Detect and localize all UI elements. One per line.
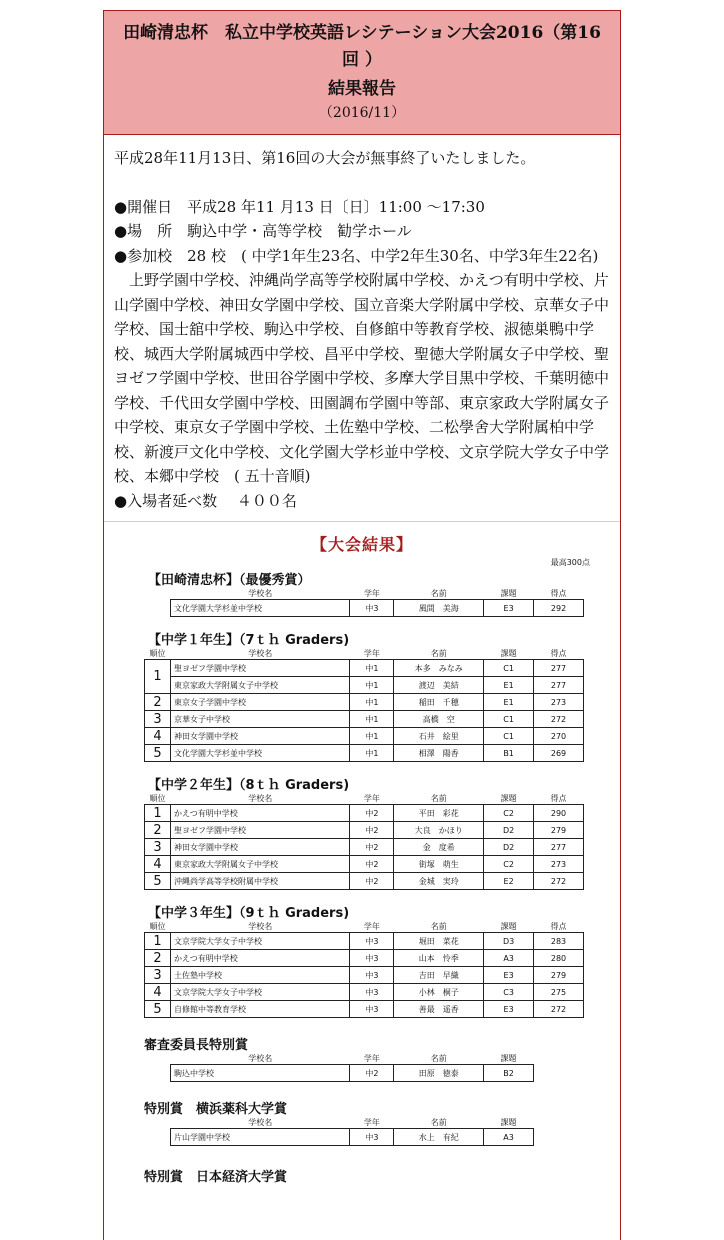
table-row (145, 856, 584, 873)
grade-cell: 中1 (350, 711, 394, 728)
school-list: 上野学園中学校、沖縄尚学高等学校附属中学校、かえつ有明中学校、片山学園中学校、神田女学園中学校、国立音楽大学附属中学校、京華女子中学校、国士舘中学校、駒込中学校、自修館中等教育学校、淑徳巣鴨中学校、城西大学附属城西中学校、昌平中学校、聖徳大学附属女子中学校、聖ヨゼフ学園中学校、世田谷学園中学校、多摩大学目黒中学校、千葉明徳中学校、千代田女学園中学校、田園調布学園中等部、東京家政大学附属女子中学校、東京女子学園中学校、土佐塾中学校、二松學舍大学附属柏中学校、新渡戸文化中学校、文化学園大学杉並中学校、文京学院大学女子中学校、本郷中学校 ( 五十音順) (114, 271, 610, 485)
school-cell: 文化学園大学杉並中学校 (170, 745, 350, 762)
grade-cell: 中2 (350, 856, 394, 873)
name-cell: 金 度希 (394, 839, 484, 856)
grade2-table: 順位 学校名 学年 名前 課題 得点 1 かえつ有明中学校 中2 平田 彩花 C2 290 2 聖ヨゼフ学園中学校 中2 大良 かほり D2 279 3 神田女学園中学校 中2 金 度希 D2 277 4 東京家政大学附属女子中学校 中2 街塚 萌生 C2 273 5 沖縄尚学高等学校附属中学校 中2 金城 実玲 E2 272 (144, 793, 584, 890)
results-title: 【大会結果】 (310, 535, 413, 554)
grade1-section (104, 629, 620, 762)
name-cell: 稲田 千穂 (394, 694, 484, 711)
task-cell: A3 (484, 1129, 534, 1146)
table-row (171, 1129, 534, 1146)
special-award-title: 特別賞 横浜薬科大学賞 (144, 1102, 288, 1117)
grade-cell: 中3 (350, 967, 394, 984)
score-cell: 273 (534, 856, 584, 873)
task-cell: D2 (484, 839, 534, 856)
grade-cell: 中2 (350, 873, 394, 890)
grade-cell: 中3 (350, 933, 394, 950)
table-row (145, 711, 584, 728)
event-date: ●開催日 平成28 年11 月13 日〔日〕11:00 〜17:30 (114, 197, 485, 216)
name-cell: 平田 彩花 (394, 805, 484, 822)
name-cell: 水上 有紀 (394, 1129, 484, 1146)
score-cell: 280 (534, 950, 584, 967)
table-row (145, 984, 584, 1001)
task-cell: E3 (484, 600, 534, 617)
score-cell: 272 (534, 711, 584, 728)
score-cell: 277 (534, 677, 584, 694)
attendance: ●入場者延べ数 ４００名 (114, 491, 297, 510)
school-cell: 自修館中等教育学校 (170, 1001, 350, 1018)
task-cell: E1 (484, 694, 534, 711)
name-cell: 街塚 萌生 (394, 856, 484, 873)
grade-cell: 中2 (350, 839, 394, 856)
next-award-section (104, 1166, 620, 1185)
report-header (104, 11, 620, 135)
name-cell: 相澤 陽香 (394, 745, 484, 762)
grade2-section (104, 774, 620, 890)
next-award-title: 特別賞 日本経済大学賞 (144, 1170, 288, 1185)
section-divider (104, 521, 620, 522)
grade-cell: 中1 (350, 745, 394, 762)
report-frame (103, 10, 621, 1240)
grade2-title: 【中学２年生】（8ｔｈ Graders) (148, 778, 350, 793)
rank-cell: 1 (145, 933, 171, 950)
table-row (145, 967, 584, 984)
rank-cell: 2 (145, 950, 171, 967)
score-cell: 269 (534, 745, 584, 762)
table-row (145, 1001, 584, 1018)
school-cell: 東京女子学園中学校 (170, 694, 350, 711)
rank-cell: 5 (145, 873, 171, 890)
grade3-section (104, 902, 620, 1018)
table-row (145, 822, 584, 839)
task-cell: C1 (484, 711, 534, 728)
task-cell: C2 (484, 805, 534, 822)
name-cell: 本多 みなみ (394, 660, 484, 677)
rank-cell: 3 (145, 711, 171, 728)
top-award-table: 学校名 学年 名前 課題 得点 文化学園大学杉並中学校 中3 風間 美海 E3 292 (170, 588, 584, 617)
name-cell: 高橋 空 (394, 711, 484, 728)
rank-cell: 4 (145, 856, 171, 873)
grade-cell: 中1 (350, 694, 394, 711)
task-cell: C1 (484, 728, 534, 745)
table-row (145, 694, 584, 711)
judge-award-table: 学校名 学年 名前 課題 駒込中学校 中2 田原 徳泰 B2 (170, 1053, 534, 1082)
name-cell: 金城 実玲 (394, 873, 484, 890)
score-cell: 275 (534, 984, 584, 1001)
grade3-title: 【中学３年生】（9ｔｈ Graders) (148, 906, 350, 921)
top-award-section (104, 569, 620, 617)
table-row (145, 677, 584, 694)
special-award-section (104, 1098, 620, 1146)
school-cell: 聖ヨゼフ学園中学校 (170, 660, 350, 677)
task-cell: D3 (484, 933, 534, 950)
task-cell: C3 (484, 984, 534, 1001)
report-body (104, 135, 620, 513)
school-cell: かえつ有明中学校 (170, 950, 350, 967)
intro-text: 平成28年11月13日、第16回の大会が無事終了いたしました。 (114, 149, 536, 167)
grade-cell: 中1 (350, 677, 394, 694)
grade-cell: 中3 (350, 1001, 394, 1018)
score-cell: 279 (534, 822, 584, 839)
score-cell: 277 (534, 839, 584, 856)
school-cell: 神田女学園中学校 (170, 839, 350, 856)
rank-cell: 4 (145, 984, 171, 1001)
judge-award-title: 審査委員長特別賞 (144, 1038, 249, 1053)
score-cell: 283 (534, 933, 584, 950)
school-cell: 聖ヨゼフ学園中学校 (170, 822, 350, 839)
school-cell: かえつ有明中学校 (170, 805, 350, 822)
table-row (145, 933, 584, 950)
task-cell: C1 (484, 660, 534, 677)
table-row (171, 600, 584, 617)
school-cell: 文京学院大学女子中学校 (170, 984, 350, 1001)
score-cell: 279 (534, 967, 584, 984)
task-cell: E3 (484, 967, 534, 984)
name-cell: 石井 絵里 (394, 728, 484, 745)
school-cell: 東京家政大学附属女子中学校 (170, 677, 350, 694)
school-cell: 京華女子中学校 (170, 711, 350, 728)
rank-cell: 2 (145, 822, 171, 839)
school-cell: 土佐塾中学校 (170, 967, 350, 984)
school-cell: 東京家政大学附属女子中学校 (170, 856, 350, 873)
school-cell: 沖縄尚学高等学校附属中学校 (170, 873, 350, 890)
school-cell: 神田女学園中学校 (170, 728, 350, 745)
task-cell: E1 (484, 677, 534, 694)
participant-count: ●参加校 28 校 ( 中学1年生23名、中学2年生30名、中学3年生22名) (114, 246, 599, 265)
school-cell: 駒込中学校 (171, 1065, 350, 1082)
top-award-title: 【田崎清忠杯】（最優秀賞） (148, 573, 311, 588)
name-cell: 善最 遥香 (394, 1001, 484, 1018)
task-cell: E2 (484, 873, 534, 890)
name-cell: 田原 徳泰 (394, 1065, 484, 1082)
task-cell: A3 (484, 950, 534, 967)
table-row (145, 839, 584, 856)
table-row (145, 745, 584, 762)
score-cell: 270 (534, 728, 584, 745)
name-cell: 渡辺 美結 (394, 677, 484, 694)
task-cell: B1 (484, 745, 534, 762)
rank-cell: 5 (145, 1001, 171, 1018)
grade1-title: 【中学１年生】（7ｔｈ Graders) (148, 633, 350, 648)
grade-cell: 中3 (350, 1129, 394, 1146)
grade-cell: 中3 (350, 984, 394, 1001)
school-cell: 片山学園中学校 (171, 1129, 350, 1146)
name-cell: 大良 かほり (394, 822, 484, 839)
task-cell: D2 (484, 822, 534, 839)
score-cell: 290 (534, 805, 584, 822)
grade-cell: 中1 (350, 660, 394, 677)
name-cell: 風間 美海 (394, 600, 484, 617)
name-cell: 小林 桐子 (394, 984, 484, 1001)
rank-cell: 2 (145, 694, 171, 711)
grade-cell: 中2 (350, 1065, 394, 1082)
rank-cell: 1 (145, 805, 171, 822)
table-row (145, 660, 584, 677)
task-cell: C2 (484, 856, 534, 873)
max-score-note: 最高300点 (550, 558, 590, 567)
report-date: （2016/11） (318, 105, 406, 121)
grade-cell: 中2 (350, 805, 394, 822)
grade-cell: 中3 (350, 600, 394, 617)
score-cell: 272 (534, 873, 584, 890)
grade-cell: 中1 (350, 728, 394, 745)
name-cell: 吉田 早織 (394, 967, 484, 984)
special-award-table: 学校名 学年 名前 課題 片山学園中学校 中3 水上 有紀 A3 (170, 1117, 534, 1146)
grade-cell: 中3 (350, 950, 394, 967)
report-subtitle: 結果報告 (328, 79, 396, 99)
table-row (145, 728, 584, 745)
event-place: ●場 所 駒込中学・高等学校 勧学ホール (114, 222, 412, 240)
task-cell: B2 (484, 1065, 534, 1082)
score-cell: 292 (534, 600, 584, 617)
name-cell: 堀田 菜花 (394, 933, 484, 950)
rank-cell: 3 (145, 967, 171, 984)
report-title: 田崎清忠杯 私立中学校英語レシテーション大会2016（第16 回 ） (123, 23, 601, 70)
judge-award-section (104, 1034, 620, 1082)
table-row (171, 1065, 534, 1082)
grade-cell: 中2 (350, 822, 394, 839)
table-row (145, 873, 584, 890)
table-row (145, 805, 584, 822)
rank-cell: 5 (145, 745, 171, 762)
grade1-table: 順位 学校名 学年 名前 課題 得点 1 聖ヨゼフ学園中学校 中1 本多 みなみ C1 277 東京家政大学附属女子中学校 中1 渡辺 美結 E1 277 2 東京女子学園中学校 中1 稲田 千穂 E1 273 3 京華女子中学校 中1 高橋 空 C1 272 4 神田女学園中学校 中1 石井 絵里 C1 270 5 文化学園大学杉並中学校 中1 相澤 陽香 B1 269 (144, 648, 584, 762)
table-row (145, 950, 584, 967)
school-cell: 文京学院大学女子中学校 (170, 933, 350, 950)
rank-cell: 1 (145, 660, 171, 694)
school-cell: 文化学園大学杉並中学校 (171, 600, 350, 617)
task-cell: E3 (484, 1001, 534, 1018)
score-cell: 273 (534, 694, 584, 711)
grade3-table: 順位 学校名 学年 名前 課題 得点 1 文京学院大学女子中学校 中3 堀田 菜花 D3 283 2 かえつ有明中学校 中3 山本 怜季 A3 280 3 土佐塾中学校 中3 吉田 早織 E3 279 4 文京学院大学女子中学校 中3 小林 桐子 C3 275 5 自修館中等教育学校 中3 善最 遥香 E3 272 (144, 921, 584, 1018)
score-cell: 277 (534, 660, 584, 677)
name-cell: 山本 怜季 (394, 950, 484, 967)
score-cell: 272 (534, 1001, 584, 1018)
rank-cell: 4 (145, 728, 171, 745)
rank-cell: 3 (145, 839, 171, 856)
